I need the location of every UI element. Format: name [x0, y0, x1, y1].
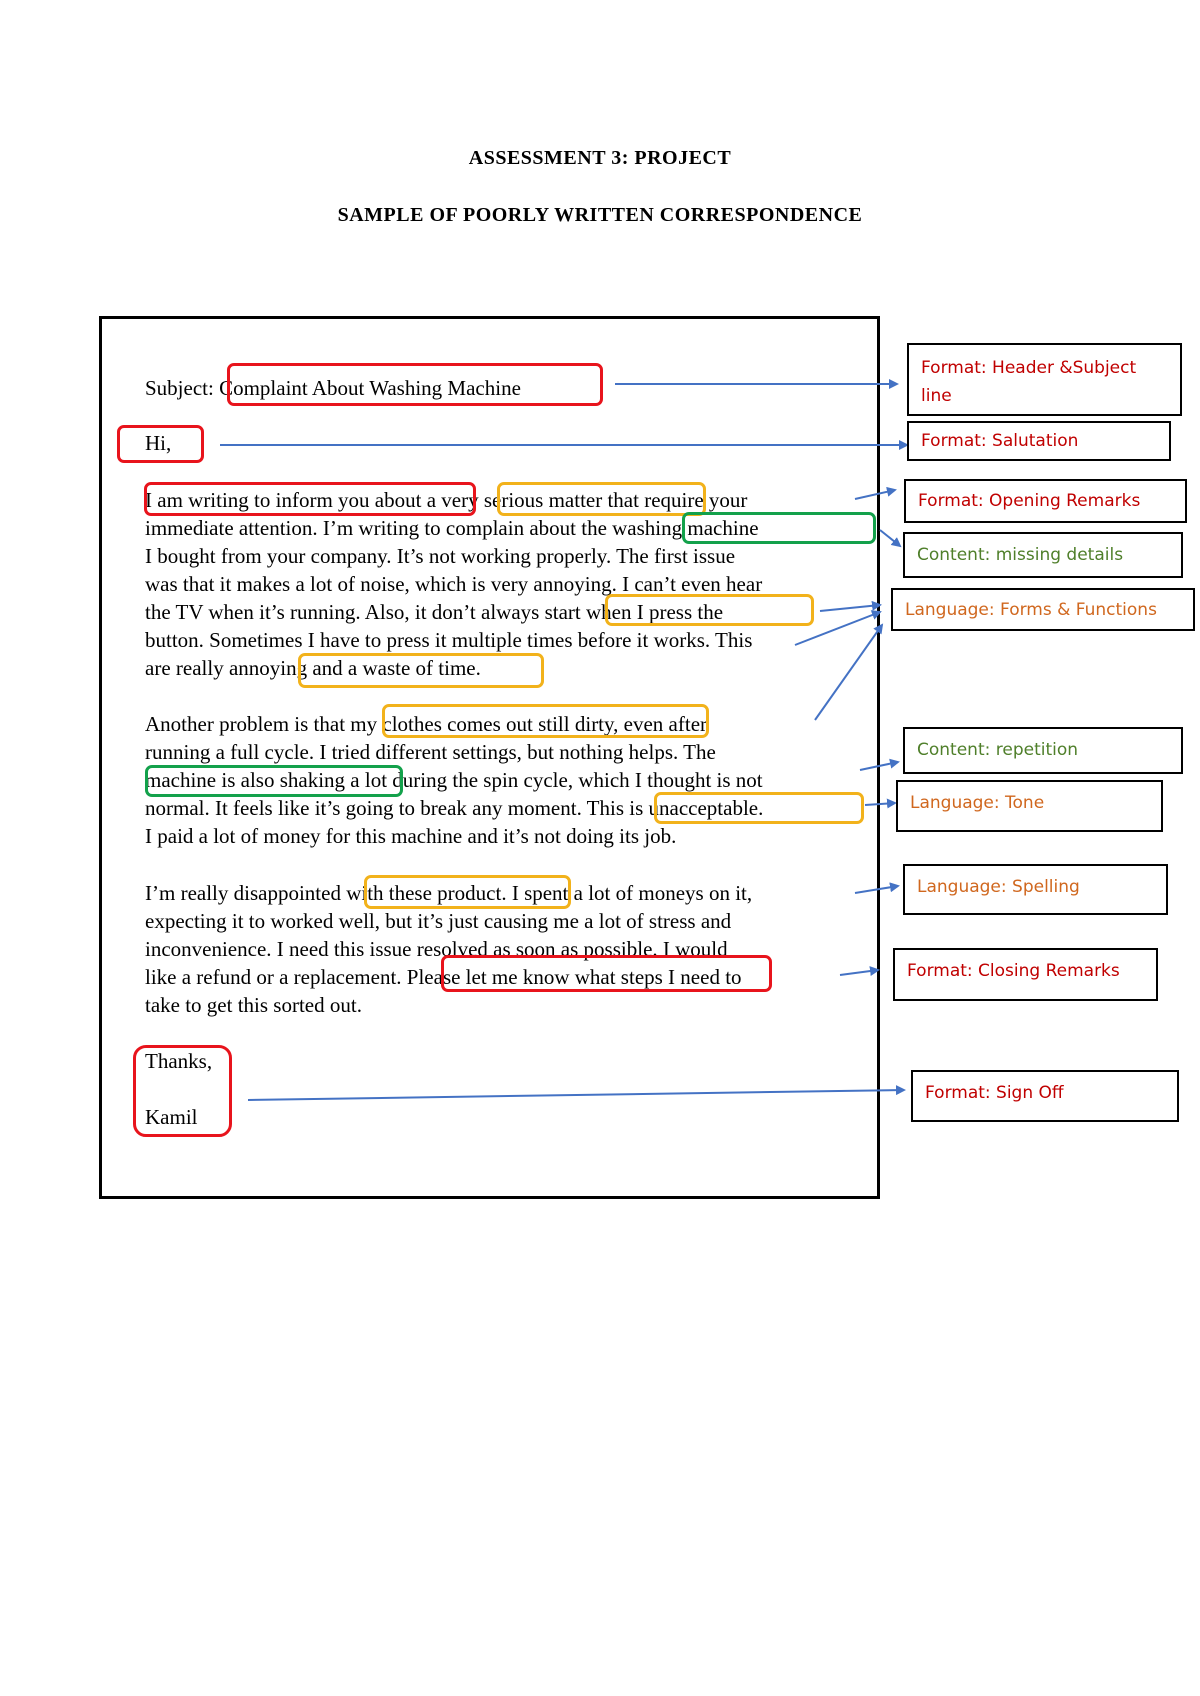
arrow-forms-1: [820, 605, 880, 611]
label-forms-functions: Language: Forms & Functions: [891, 588, 1195, 631]
closing: Thanks,: [145, 1049, 213, 1073]
paragraph3-line: expecting it to worked well, but it’s just causing me a lot of stress and: [145, 909, 732, 933]
paragraph3-line: I’m really disappointed with these product. I spent a lot of moneys on it,: [145, 881, 753, 905]
label-header-subject: Format: Header &Subject line: [907, 343, 1182, 416]
arrow-closing: [840, 970, 878, 975]
label-tone: Language: Tone: [896, 780, 1163, 832]
subject-text: Complaint About Washing Machine: [219, 376, 521, 400]
paragraph1-line: are really annoying and a waste of time.: [145, 656, 481, 680]
label-repetition: Content: repetition: [903, 727, 1183, 774]
paragraph1-line: immediate attention. I’m writing to complain about the washing machine: [145, 516, 759, 540]
arrow-tone: [865, 803, 895, 805]
label-sign-off: Format: Sign Off: [911, 1070, 1179, 1122]
salutation: Hi,: [145, 431, 172, 455]
arrow-repetition: [860, 762, 898, 770]
paragraph3-line: like a refund or a replacement. Please let me know what steps I need to: [145, 965, 742, 989]
paragraph1-line: the TV when it’s running. Also, it don’t always start when I press the: [145, 600, 724, 624]
label-closing-remarks: Format: Closing Remarks: [893, 948, 1158, 1001]
paragraph2-line: I paid a lot of money for this machine and it’s not doing its job.: [145, 824, 677, 848]
label-opening-remarks: Format: Opening Remarks: [904, 479, 1187, 523]
arrow-missing: [880, 530, 900, 546]
subject-prefix: Subject:: [145, 376, 220, 400]
paragraph1-line: was that it makes a lot of noise, which is very annoying. I can’t even hear: [145, 572, 763, 596]
label-salutation: Format: Salutation: [907, 421, 1171, 461]
arrow-spelling: [855, 886, 898, 893]
signature: Kamil: [145, 1105, 198, 1129]
arrow-signoff: [248, 1090, 904, 1100]
assessment-title: ASSESSMENT 3: PROJECT: [468, 147, 732, 169]
sample-title: SAMPLE OF POORLY WRITTEN CORRESPONDENCE: [337, 204, 863, 226]
arrow-forms-3: [815, 625, 882, 720]
paragraph2-line: machine is also shaking a lot during the spin cycle, which I thought is not: [145, 768, 763, 792]
paragraph3-line: take to get this sorted out.: [145, 993, 362, 1017]
paragraph1-line: I bought from your company. It’s not working properly. The first issue: [145, 544, 736, 568]
paragraph1-line: I am writing to inform you about a very serious matter that require your: [145, 488, 748, 512]
label-missing-details: Content: missing details: [903, 532, 1183, 578]
paragraph3-line: inconvenience. I need this issue resolved as soon as possible. I would: [145, 937, 728, 961]
arrow-forms-2: [795, 612, 880, 645]
paragraph1-line: button. Sometimes I have to press it multiple times before it works. This: [145, 628, 753, 652]
paragraph2-line: Another problem is that my clothes comes out still dirty, even after: [145, 712, 708, 736]
paragraph2-line: normal. It feels like it’s going to break any moment. This is unacceptable.: [145, 796, 764, 820]
paragraph2-line: running a full cycle. I tried different settings, but nothing helps. The: [145, 740, 716, 764]
label-spelling: Language: Spelling: [903, 864, 1168, 915]
arrow-opening: [855, 490, 895, 499]
